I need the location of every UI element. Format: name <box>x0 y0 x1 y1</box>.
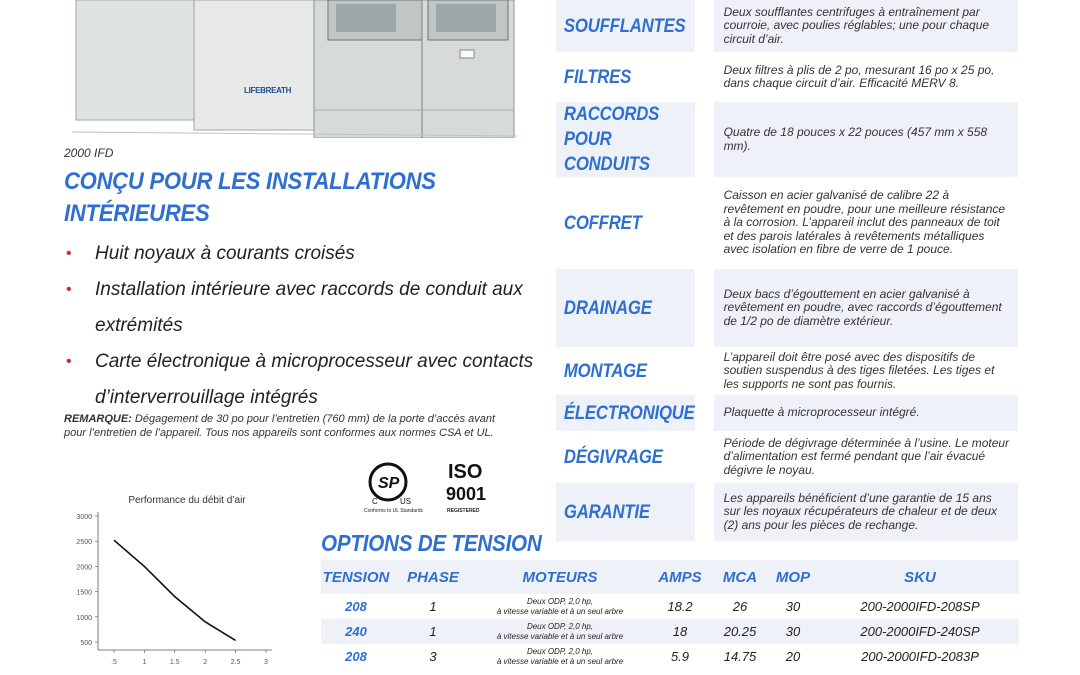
voltage-header-cell: TENSION <box>321 560 391 594</box>
chart-y-tick-label: 500 <box>80 640 92 647</box>
chart-x-tick-label: .5 <box>111 659 117 666</box>
feature-list <box>64 236 534 416</box>
spec-row <box>556 52 1018 102</box>
chart-y-tick-label: 2000 <box>76 564 92 572</box>
spec-label: FILTRES <box>556 52 695 102</box>
product-photo <box>72 0 517 138</box>
voltage-cell-sku: 200-2000IFD-240SP <box>821 619 1019 644</box>
feature-item <box>64 272 534 344</box>
chart-x-tick-label: 2 <box>203 659 208 666</box>
voltage-cell-motors <box>475 644 645 669</box>
feature-text: Installation intérieure avec raccords de conduit aux extrémités <box>95 279 523 336</box>
voltage-header-cell: MCA <box>715 560 765 594</box>
spec-row <box>556 431 1018 483</box>
heading-line-1: CONÇU POUR LES INSTALLATIONS <box>64 168 436 195</box>
spec-text: Les appareils bénéficient d’une garantie de 15 ans sur les noyaux récupérateurs de chaleur et de deux (2) ans pour les pièces de rechange. <box>714 483 1018 541</box>
spec-label: DÉGIVRAGE <box>556 431 695 483</box>
csa-c-label: C <box>372 497 378 506</box>
bullet-dot-icon: • <box>66 281 72 298</box>
spec-label: MONTAGE <box>556 347 695 395</box>
chart-title: Performance du débit d’air <box>128 495 246 506</box>
spec-text: Plaquette à microprocesseur intégré. <box>714 395 1018 431</box>
voltage-header-cell: MOP <box>765 560 821 594</box>
csa-us-label: US <box>400 497 412 506</box>
motor-line-1: Deux ODP, 2,0 hp, <box>526 621 594 631</box>
chart-y-tick-label: 2500 <box>76 539 92 547</box>
iso-line-2: 9001 <box>446 484 487 504</box>
brand-logo <box>244 86 294 110</box>
spec-text: Caisson en acier galvanisé de calibre 22 à revêtement en poudre, pour une meilleure résistance à la corrosion. L’appareil inclut des panneaux de toit et des parois latérales à revêtements métalliques avec isolation en fibre de verre de 1 pouce. <box>714 177 1018 269</box>
voltage-cell-tension: 240 <box>321 619 391 644</box>
voltage-cell-mop: 30 <box>785 599 801 614</box>
bullet-dot-icon: • <box>66 353 72 370</box>
svg-text:SP: SP <box>378 475 400 492</box>
voltage-row <box>321 594 1019 619</box>
motor-line-1: Deux ODP, 2,0 hp, <box>526 646 594 656</box>
chart-y-tick-label: 1500 <box>76 589 92 597</box>
voltage-row <box>321 619 1019 644</box>
voltage-header-cell: MOTEURS <box>475 560 645 594</box>
certification-logos <box>360 458 500 518</box>
spec-text: Deux bacs d’égouttement en acier galvanisé à revêtement en poudre, avec raccords d’égouttement de 1/2 po de diamètre extérieur. <box>714 269 1018 347</box>
spec-text: Quatre de 18 pouces x 22 pouces (457 mm x 558 mm). <box>714 102 1018 177</box>
motor-line-2: à vitesse variable et à un seul arbre <box>496 631 624 641</box>
motor-line-1: Deux ODP, 2,0 hp, <box>526 596 594 606</box>
spec-row <box>556 483 1018 541</box>
chart-x-tick-label: 1 <box>142 659 147 666</box>
feature-item <box>64 344 534 416</box>
voltage-cell-amps: 5.9 <box>670 649 690 664</box>
csa-note: Conforms to UL Standards <box>364 508 424 514</box>
voltage-cell-amps: 18.2 <box>667 599 693 614</box>
voltage-cell-motors <box>475 594 645 619</box>
spec-row <box>556 102 1018 177</box>
voltage-header-cell: SKU <box>821 560 1019 594</box>
remark-note <box>64 412 500 440</box>
spec-text: Deux soufflantes centrifuges à entraînement par courroie, avec poulies réglables; une pour chaque circuit d’air. <box>714 0 1018 52</box>
voltage-options-title: OPTIONS DE TENSION <box>321 530 542 556</box>
spec-label: COFFRET <box>556 177 695 269</box>
voltage-cell-motors <box>475 619 645 644</box>
motor-line-2: à vitesse variable et à un seul arbre <box>496 606 624 616</box>
remark-label: REMARQUE: <box>64 413 132 425</box>
voltage-cell-mca: 14.75 <box>723 649 757 664</box>
chart-x-tick-label: 1.5 <box>169 659 180 666</box>
motor-line-2: à vitesse variable et à un seul arbre <box>496 656 624 666</box>
voltage-row <box>321 644 1019 669</box>
chart-x-tick-label: 3 <box>264 659 268 666</box>
feature-text: Huit noyaux à courants croisés <box>95 243 355 264</box>
remark-text: Dégagement de 30 po pour l’entretien (760 mm) de la porte d’accès avant pour l’entretien de l’appareil. Tous nos appareils sont conformes aux normes CSA et UL. <box>64 413 496 439</box>
voltage-cell-mop: 30 <box>765 619 821 644</box>
spec-text: Deux filtres à plis de 2 po, mesurant 16 po x 25 po, dans chaque circuit d’air. Efficacité MERV 8. <box>714 52 1018 102</box>
product-caption: 2000 IFD <box>64 146 114 160</box>
voltage-cell-mop: 20 <box>785 649 801 664</box>
voltage-options-table <box>321 560 1019 669</box>
voltage-cell-phase: 1 <box>429 599 437 614</box>
voltage-cell-mca: 26 <box>732 599 748 614</box>
feature-text: Carte électronique à microprocesseur avec contacts d’interverrouillage intégrés <box>95 351 534 408</box>
voltage-cell-amps: 18 <box>645 619 715 644</box>
chart-y-tick-label: 3000 <box>76 514 92 521</box>
spec-label: RACCORDS POUR CONDUITS <box>556 102 695 177</box>
specifications-table <box>556 0 1018 541</box>
spec-row <box>556 0 1018 52</box>
voltage-cell-mca: 20.25 <box>715 619 765 644</box>
voltage-header-cell: AMPS <box>645 560 715 594</box>
voltage-header-cell: PHASE <box>391 560 475 594</box>
section-heading <box>64 166 450 230</box>
voltage-cell-tension: 208 <box>345 599 367 614</box>
csa-logo <box>360 458 500 508</box>
chart-y-tick-label: 1000 <box>76 614 92 622</box>
spec-label: ÉLECTRONIQUE <box>556 395 695 431</box>
spec-label: SOUFFLANTES <box>556 0 695 52</box>
voltage-cell-tension: 208 <box>345 649 367 664</box>
spec-label: GARANTIE <box>556 483 695 541</box>
bullet-dot-icon: • <box>66 245 72 262</box>
voltage-cell-sku: 200-2000IFD-208SP <box>860 599 980 614</box>
airflow-chart-svg <box>62 488 282 675</box>
spec-text: L’appareil doit être posé avec des dispositifs de soutien suspendus à des tiges filetées. Les tiges et les supports ne sont pas fournis. <box>714 347 1018 395</box>
spec-row <box>556 177 1018 269</box>
iso-note: REGISTERED <box>447 508 480 514</box>
voltage-cell-phase: 3 <box>429 649 437 664</box>
airflow-chart <box>62 488 282 675</box>
iso-line-1: ISO <box>448 461 483 483</box>
brand-logo-text: LIFEBREATH <box>244 86 292 95</box>
feature-item <box>64 236 534 272</box>
spec-row <box>556 395 1018 431</box>
chart-x-tick-label: 2.5 <box>230 659 241 666</box>
spec-row <box>556 347 1018 395</box>
voltage-header-row <box>321 560 1019 594</box>
spec-row <box>556 269 1018 347</box>
spec-text: Période de dégivrage déterminée à l’usine. Le moteur d’alimentation est fermé pendant que l’air évacué dégivre le noyau. <box>714 431 1018 483</box>
spec-label: DRAINAGE <box>556 269 695 347</box>
voltage-cell-phase: 1 <box>391 619 475 644</box>
voltage-cell-sku: 200-2000IFD-2083P <box>861 649 979 664</box>
heading-line-2: INTÉRIEURES <box>64 200 210 227</box>
